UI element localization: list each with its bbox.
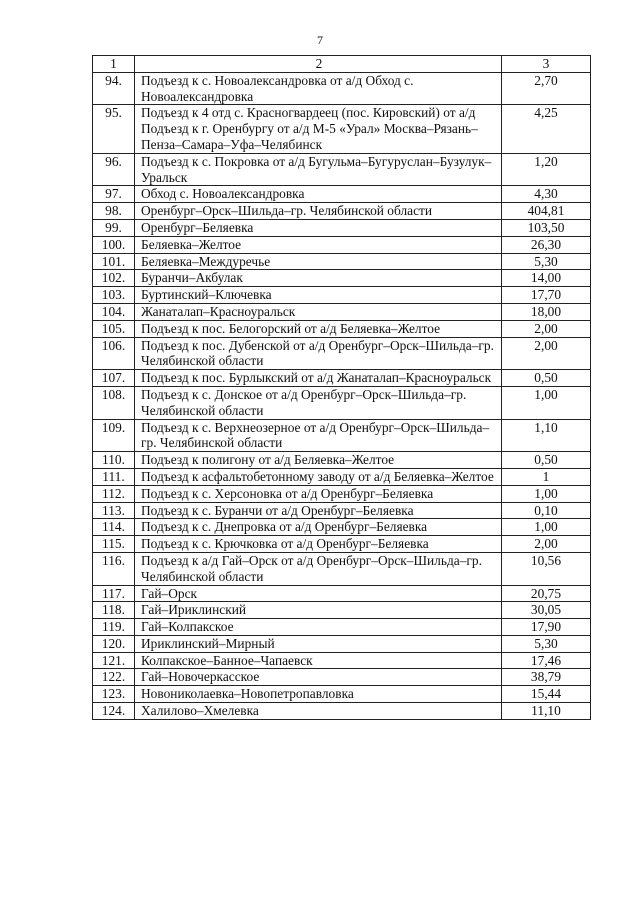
road-length: 404,81 <box>502 203 591 220</box>
road-length: 18,00 <box>502 303 591 320</box>
table-row <box>93 370 591 387</box>
table-row <box>93 635 591 652</box>
road-name: Оренбург–Орск–Шильда–гр. Челябинской области <box>135 203 502 220</box>
row-number: 107. <box>93 370 135 387</box>
table-row <box>93 686 591 703</box>
road-length: 26,30 <box>502 236 591 253</box>
road-length: 5,30 <box>502 635 591 652</box>
road-name: Беляевка–Желтое <box>135 236 502 253</box>
road-name: Буртинский–Ключевка <box>135 287 502 304</box>
row-number: 98. <box>93 203 135 220</box>
table-row <box>93 652 591 669</box>
road-name: Гай–Орск <box>135 585 502 602</box>
road-name: Гай–Колпакское <box>135 619 502 636</box>
table-row <box>93 236 591 253</box>
table-row <box>93 485 591 502</box>
table-row <box>93 287 591 304</box>
row-number: 96. <box>93 153 135 186</box>
row-number: 106. <box>93 337 135 370</box>
table-row <box>93 468 591 485</box>
road-length: 1,00 <box>502 386 591 419</box>
row-number: 124. <box>93 703 135 720</box>
row-number: 105. <box>93 320 135 337</box>
table-row <box>93 270 591 287</box>
road-name: Подъезд к полигону от а/д Беляевка–Желтое <box>135 452 502 469</box>
header-col-1: 1 <box>93 56 135 73</box>
road-length: 10,56 <box>502 552 591 585</box>
road-name: Обход с. Новоалександровка <box>135 186 502 203</box>
road-name: Подъезд к с. Буранчи от а/д Оренбург–Беляевка <box>135 502 502 519</box>
road-name: Подъезд к 4 отд с. Красногвардеец (пос. Кировский) от а/д Подъезд к г. Оренбургу от а/д М-5 «Урал» Москва–Рязань–Пенза–Самара–Уфа–Челябинск <box>135 105 502 153</box>
road-length: 11,10 <box>502 703 591 720</box>
row-number: 113. <box>93 502 135 519</box>
table-row <box>93 186 591 203</box>
road-length: 2,00 <box>502 337 591 370</box>
road-length: 1,00 <box>502 519 591 536</box>
row-number: 99. <box>93 219 135 236</box>
table-header-row <box>93 56 591 73</box>
row-number: 101. <box>93 253 135 270</box>
road-name: Подъезд к пос. Дубенской от а/д Оренбург–Орск–Шильда–гр. Челябинской области <box>135 337 502 370</box>
road-length: 38,79 <box>502 669 591 686</box>
table-row <box>93 386 591 419</box>
row-number: 109. <box>93 419 135 452</box>
row-number: 108. <box>93 386 135 419</box>
table-row <box>93 219 591 236</box>
road-length: 1 <box>502 468 591 485</box>
road-length: 17,90 <box>502 619 591 636</box>
row-number: 120. <box>93 635 135 652</box>
row-number: 122. <box>93 669 135 686</box>
table-row <box>93 153 591 186</box>
row-number: 110. <box>93 452 135 469</box>
road-length: 1,20 <box>502 153 591 186</box>
row-number: 115. <box>93 536 135 553</box>
road-name: Подъезд к а/д Гай–Орск от а/д Оренбург–Орск–Шильда–гр. Челябинской области <box>135 552 502 585</box>
row-number: 119. <box>93 619 135 636</box>
row-number: 95. <box>93 105 135 153</box>
page-number: 7 <box>317 33 323 47</box>
road-length: 1,00 <box>502 485 591 502</box>
road-length: 14,00 <box>502 270 591 287</box>
row-number: 111. <box>93 468 135 485</box>
row-number: 123. <box>93 686 135 703</box>
table-row <box>93 669 591 686</box>
roads-table-body <box>93 56 591 720</box>
road-name: Подъезд к пос. Белогорский от а/д Беляевка–Желтое <box>135 320 502 337</box>
table-row <box>93 337 591 370</box>
table-row <box>93 502 591 519</box>
row-number: 112. <box>93 485 135 502</box>
table-row <box>93 203 591 220</box>
road-length: 15,44 <box>502 686 591 703</box>
table-row <box>93 72 591 105</box>
road-name: Подъезд к с. Верхнеозерное от а/д Оренбург–Орск–Шильда–гр. Челябинской области <box>135 419 502 452</box>
row-number: 118. <box>93 602 135 619</box>
road-name: Ириклинский–Мирный <box>135 635 502 652</box>
road-name: Подъезд к с. Днепровка от а/д Оренбург–Беляевка <box>135 519 502 536</box>
table-row <box>93 552 591 585</box>
table-row <box>93 619 591 636</box>
table-row <box>93 536 591 553</box>
road-name: Гай–Ириклинский <box>135 602 502 619</box>
row-number: 97. <box>93 186 135 203</box>
road-name: Колпакское–Банное–Чапаевск <box>135 652 502 669</box>
road-name: Новониколаевка–Новопетропавловка <box>135 686 502 703</box>
road-name: Подъезд к с. Новоалександровка от а/д Обход с. Новоалександровка <box>135 72 502 105</box>
road-length: 2,00 <box>502 536 591 553</box>
road-length: 1,10 <box>502 419 591 452</box>
table-row <box>93 303 591 320</box>
row-number: 114. <box>93 519 135 536</box>
table-row <box>93 703 591 720</box>
table-row <box>93 452 591 469</box>
road-length: 17,70 <box>502 287 591 304</box>
road-name: Подъезд к асфальтобетонному заводу от а/д Беляевка–Желтое <box>135 468 502 485</box>
table-row <box>93 519 591 536</box>
road-length: 30,05 <box>502 602 591 619</box>
road-name: Оренбург–Беляевка <box>135 219 502 236</box>
road-name: Буранчи–Акбулак <box>135 270 502 287</box>
row-number: 121. <box>93 652 135 669</box>
road-name: Подъезд к с. Херсоновка от а/д Оренбург–Беляевка <box>135 485 502 502</box>
table-row <box>93 585 591 602</box>
road-length: 0,50 <box>502 370 591 387</box>
road-length: 17,46 <box>502 652 591 669</box>
road-name: Гай–Новочеркасское <box>135 669 502 686</box>
header-col-2: 2 <box>135 56 502 73</box>
row-number: 100. <box>93 236 135 253</box>
road-length: 2,70 <box>502 72 591 105</box>
road-length: 103,50 <box>502 219 591 236</box>
road-length: 0,10 <box>502 502 591 519</box>
row-number: 102. <box>93 270 135 287</box>
roads-table <box>92 55 591 720</box>
road-length: 2,00 <box>502 320 591 337</box>
road-length: 4,30 <box>502 186 591 203</box>
road-name: Беляевка–Междуречье <box>135 253 502 270</box>
road-name: Подъезд к с. Донское от а/д Оренбург–Орск–Шильда–гр. Челябинской области <box>135 386 502 419</box>
road-name: Жанаталап–Красноуральск <box>135 303 502 320</box>
header-col-3: 3 <box>502 56 591 73</box>
table-row <box>93 320 591 337</box>
road-name: Подъезд к пос. Бурлыкский от а/д Жанаталап–Красноуральск <box>135 370 502 387</box>
road-name: Халилово–Хмелевка <box>135 703 502 720</box>
road-length: 5,30 <box>502 253 591 270</box>
road-name: Подъезд к с. Покровка от а/д Бугульма–Бугуруслан–Бузулук–Уральск <box>135 153 502 186</box>
row-number: 94. <box>93 72 135 105</box>
row-number: 104. <box>93 303 135 320</box>
table-row <box>93 105 591 153</box>
row-number: 117. <box>93 585 135 602</box>
table-row <box>93 419 591 452</box>
road-length: 20,75 <box>502 585 591 602</box>
road-length: 0,50 <box>502 452 591 469</box>
road-name: Подъезд к с. Крючковка от а/д Оренбург–Беляевка <box>135 536 502 553</box>
road-length: 4,25 <box>502 105 591 153</box>
row-number: 116. <box>93 552 135 585</box>
row-number: 103. <box>93 287 135 304</box>
table-row <box>93 602 591 619</box>
table-row <box>93 253 591 270</box>
